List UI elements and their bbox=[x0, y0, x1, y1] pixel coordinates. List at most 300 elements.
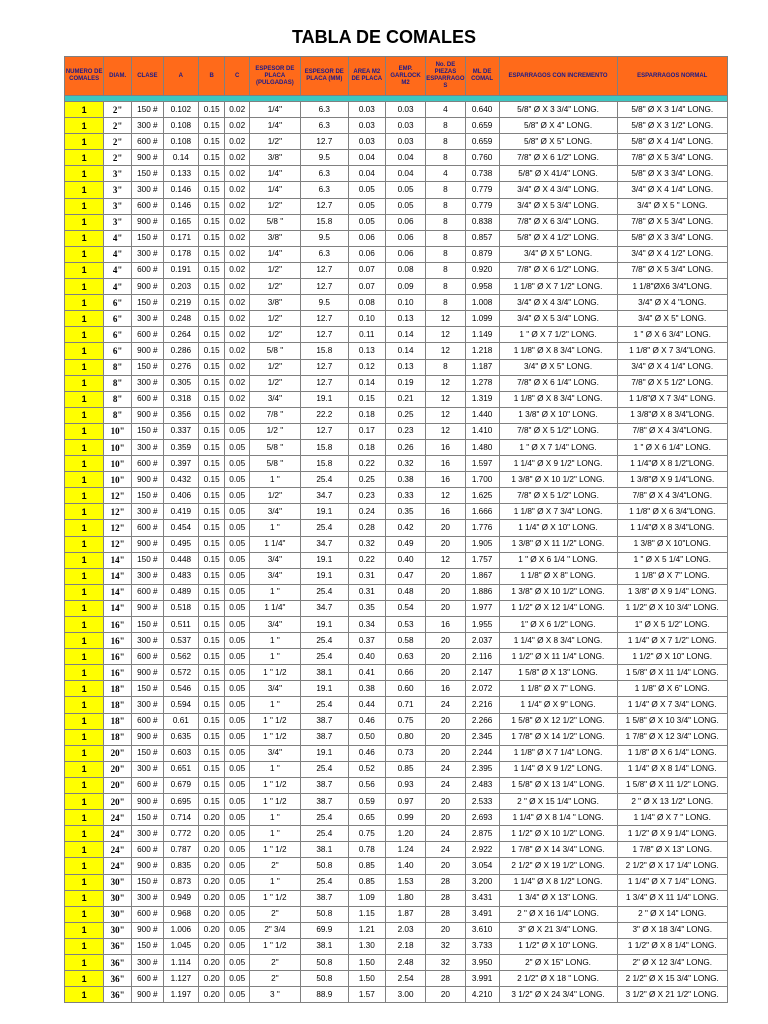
table-row bbox=[65, 102, 728, 118]
table-cell: 600 # bbox=[131, 777, 163, 793]
table-row bbox=[65, 182, 728, 198]
table-cell: 0.15 bbox=[198, 761, 225, 777]
column-header: AREA M2 DE PLACA bbox=[348, 57, 385, 96]
table-cell: 1.21 bbox=[348, 922, 385, 938]
table-cell: 0.02 bbox=[225, 182, 249, 198]
table-cell: 1 5/8" Ø X 10 3/4" LONG. bbox=[617, 713, 728, 729]
table-cell: 600 # bbox=[131, 842, 163, 858]
table-row bbox=[65, 230, 728, 246]
table-cell: 0.38 bbox=[348, 681, 385, 697]
table-row bbox=[65, 343, 728, 359]
table-cell: 3/4" Ø X 5 3/4" LONG. bbox=[499, 198, 617, 214]
table-cell: 1 bbox=[65, 295, 104, 311]
table-cell: 1 1/2" Ø X 10 1/2" LONG. bbox=[499, 826, 617, 842]
table-cell: 0.49 bbox=[385, 536, 425, 552]
table-cell: 0.20 bbox=[198, 922, 225, 938]
table-cell: 0.873 bbox=[163, 874, 198, 890]
table-cell: 12.7 bbox=[300, 311, 348, 327]
table-cell: 0.05 bbox=[348, 198, 385, 214]
table-cell: 1 1/4" Ø X 7 1/2" LONG. bbox=[617, 633, 728, 649]
table-cell: 7/8" Ø X 5 1/2" LONG. bbox=[617, 375, 728, 391]
table-cell: 1 7/8" Ø X 12 3/4" LONG. bbox=[617, 729, 728, 745]
table-row bbox=[65, 761, 728, 777]
table-cell: 0.06 bbox=[348, 230, 385, 246]
table-row bbox=[65, 713, 728, 729]
table-cell: 2 1/2" Ø X 15 3/4" LONG. bbox=[617, 971, 728, 987]
table-cell: 4.210 bbox=[465, 987, 499, 1003]
table-cell: 1.955 bbox=[465, 617, 499, 633]
table-cell: 5/8" Ø X 4 1/4" LONG. bbox=[617, 134, 728, 150]
table-cell: 1.30 bbox=[348, 938, 385, 954]
table-cell: 1 3/8" Ø X 10" LONG. bbox=[499, 407, 617, 423]
table-row bbox=[65, 166, 728, 182]
table-cell: 1 " bbox=[249, 826, 300, 842]
table-cell: 0.19 bbox=[385, 375, 425, 391]
table-cell: 2.216 bbox=[465, 697, 499, 713]
table-cell: 3.991 bbox=[465, 971, 499, 987]
table-cell: 0.05 bbox=[225, 681, 249, 697]
table-cell: 0.15 bbox=[198, 295, 225, 311]
table-cell: 1.15 bbox=[348, 906, 385, 922]
table-cell: 7/8" Ø X 5 3/4" LONG. bbox=[617, 262, 728, 278]
table-cell: 0.356 bbox=[163, 407, 198, 423]
table-cell: 2.147 bbox=[465, 665, 499, 681]
table-cell: 1.480 bbox=[465, 439, 499, 455]
table-cell: 6" bbox=[104, 327, 132, 343]
table-cell: 1 bbox=[65, 858, 104, 874]
table-cell: 0.15 bbox=[198, 118, 225, 134]
table-cell: 1 bbox=[65, 649, 104, 665]
table-row bbox=[65, 391, 728, 407]
table-cell: 20 bbox=[426, 520, 465, 536]
table-cell: 0.15 bbox=[198, 279, 225, 295]
table-cell: 1 1/2" Ø X 11 1/4" LONG. bbox=[499, 649, 617, 665]
table-cell: 1 1/8" Ø X 7 3/4" LONG. bbox=[499, 504, 617, 520]
table-cell: 20 bbox=[426, 568, 465, 584]
table-cell: 900 # bbox=[131, 922, 163, 938]
table-cell: 0.15 bbox=[198, 745, 225, 761]
table-cell: 600 # bbox=[131, 713, 163, 729]
table-cell: 1 bbox=[65, 552, 104, 568]
table-cell: 900 # bbox=[131, 858, 163, 874]
table-cell: 0.46 bbox=[348, 745, 385, 761]
table-cell: 19.1 bbox=[300, 552, 348, 568]
table-row bbox=[65, 375, 728, 391]
table-cell: 0.02 bbox=[225, 359, 249, 375]
table-cell: 1 " 1/2 bbox=[249, 729, 300, 745]
table-cell: 15.8 bbox=[300, 343, 348, 359]
table-cell: 2.54 bbox=[385, 971, 425, 987]
table-cell: 0.419 bbox=[163, 504, 198, 520]
table-cell: 1.757 bbox=[465, 552, 499, 568]
table-cell: 3" bbox=[104, 182, 132, 198]
table-body bbox=[65, 96, 728, 1003]
table-cell: 0.102 bbox=[163, 102, 198, 118]
table-cell: 1 " 1/2 bbox=[249, 777, 300, 793]
table-cell: 1 5/8" Ø X 13" LONG. bbox=[499, 665, 617, 681]
table-cell: 2 " Ø X 14" LONG. bbox=[617, 906, 728, 922]
table-cell: 0.12 bbox=[348, 359, 385, 375]
table-cell: 14" bbox=[104, 584, 132, 600]
table-row bbox=[65, 826, 728, 842]
table-cell: 1 bbox=[65, 761, 104, 777]
table-cell: 1 bbox=[65, 230, 104, 246]
table-cell: 1 1/2" Ø X 8 1/4" LONG. bbox=[617, 938, 728, 954]
table-cell: 0.15 bbox=[198, 262, 225, 278]
table-cell: 1 " 1/2 bbox=[249, 842, 300, 858]
table-cell: 3/8" bbox=[249, 230, 300, 246]
table-cell: 0.66 bbox=[385, 665, 425, 681]
table-cell: 0.920 bbox=[465, 262, 499, 278]
table-cell: 38.7 bbox=[300, 794, 348, 810]
table-cell: 0.17 bbox=[348, 423, 385, 439]
table-cell: 38.1 bbox=[300, 938, 348, 954]
table-cell: 0.594 bbox=[163, 697, 198, 713]
table-row bbox=[65, 536, 728, 552]
table-cell: 34.7 bbox=[300, 536, 348, 552]
table-cell: 0.85 bbox=[348, 874, 385, 890]
table-cell: 8 bbox=[426, 118, 465, 134]
table-row bbox=[65, 423, 728, 439]
table-cell: 1" Ø X 6 1/2" LONG. bbox=[499, 617, 617, 633]
table-cell: 0.05 bbox=[348, 214, 385, 230]
header-row bbox=[65, 57, 728, 96]
table-cell: 3.00 bbox=[385, 987, 425, 1003]
table-cell: 150 # bbox=[131, 423, 163, 439]
table-cell: 0.02 bbox=[225, 198, 249, 214]
table-cell: 3/4" Ø X 5" LONG. bbox=[617, 311, 728, 327]
table-cell: 10" bbox=[104, 423, 132, 439]
table-cell: 1 1/8" Ø X 7" LONG. bbox=[617, 568, 728, 584]
table-cell: 38.7 bbox=[300, 777, 348, 793]
table-cell: 3/4" Ø X 5" LONG. bbox=[499, 246, 617, 262]
table-cell: 0.15 bbox=[198, 150, 225, 166]
table-cell: 50.8 bbox=[300, 858, 348, 874]
table-cell: 1/2" bbox=[249, 134, 300, 150]
table-cell: 1/2" bbox=[249, 359, 300, 375]
table-cell: 6.3 bbox=[300, 246, 348, 262]
table-cell: 2.483 bbox=[465, 777, 499, 793]
table-cell: 1/4" bbox=[249, 102, 300, 118]
table-cell: 150 # bbox=[131, 166, 163, 182]
table-cell: 1 bbox=[65, 102, 104, 118]
table-cell: 18" bbox=[104, 729, 132, 745]
table-cell: 2.266 bbox=[465, 713, 499, 729]
table-cell: 0.108 bbox=[163, 118, 198, 134]
table-cell: 300 # bbox=[131, 954, 163, 970]
table-cell: 1 bbox=[65, 118, 104, 134]
table-cell: 1 bbox=[65, 520, 104, 536]
column-header: DIAM. bbox=[104, 57, 132, 96]
table-cell: 14" bbox=[104, 600, 132, 616]
table-cell: 19.1 bbox=[300, 391, 348, 407]
table-cell: 0.397 bbox=[163, 456, 198, 472]
table-cell: 24 bbox=[426, 761, 465, 777]
table-cell: 16 bbox=[426, 472, 465, 488]
table-cell: 1 1/8" Ø X 8 3/4" LONG. bbox=[499, 391, 617, 407]
table-cell: 25.4 bbox=[300, 874, 348, 890]
table-cell: 0.05 bbox=[225, 826, 249, 842]
table-cell: 0.772 bbox=[163, 826, 198, 842]
table-cell: 0.406 bbox=[163, 488, 198, 504]
table-cell: 25.4 bbox=[300, 761, 348, 777]
table-cell: 900 # bbox=[131, 536, 163, 552]
table-cell: 7/8" Ø X 6 1/2" LONG. bbox=[499, 262, 617, 278]
table-cell: 0.191 bbox=[163, 262, 198, 278]
table-cell: 2.345 bbox=[465, 729, 499, 745]
table-cell: 300 # bbox=[131, 182, 163, 198]
table-cell: 0.11 bbox=[348, 327, 385, 343]
table-row bbox=[65, 295, 728, 311]
table-cell: 3.200 bbox=[465, 874, 499, 890]
table-cell: 900 # bbox=[131, 794, 163, 810]
table-cell: 0.432 bbox=[163, 472, 198, 488]
table-cell: 0.15 bbox=[198, 214, 225, 230]
table-cell: 1/2" bbox=[249, 375, 300, 391]
table-cell: 0.02 bbox=[225, 327, 249, 343]
table-cell: 69.9 bbox=[300, 922, 348, 938]
table-cell: 12.7 bbox=[300, 423, 348, 439]
column-header: A bbox=[163, 57, 198, 96]
table-cell: 3/4" bbox=[249, 391, 300, 407]
table-cell: 8 bbox=[426, 295, 465, 311]
table-cell: 34.7 bbox=[300, 600, 348, 616]
table-cell: 0.659 bbox=[465, 134, 499, 150]
table-cell: 900 # bbox=[131, 343, 163, 359]
table-cell: 1 3/4" Ø X 11 1/4" LONG. bbox=[617, 890, 728, 906]
table-cell: 0.15 bbox=[198, 729, 225, 745]
table-cell: 16 bbox=[426, 617, 465, 633]
table-cell: 0.572 bbox=[163, 665, 198, 681]
table-cell: 0.53 bbox=[385, 617, 425, 633]
table-cell: 5/8" Ø X 5" LONG. bbox=[499, 134, 617, 150]
table-cell: 2.48 bbox=[385, 954, 425, 970]
table-row bbox=[65, 568, 728, 584]
table-cell: 7/8" Ø X 5 1/2" LONG. bbox=[499, 488, 617, 504]
table-cell: 1 1/4" Ø X 8 1/4 " LONG. bbox=[499, 810, 617, 826]
table-cell: 12" bbox=[104, 504, 132, 520]
table-cell: 8 bbox=[426, 279, 465, 295]
table-cell: 0.20 bbox=[198, 938, 225, 954]
column-header: ML DE COMAL bbox=[465, 57, 499, 96]
table-cell: 5/8 " bbox=[249, 439, 300, 455]
table-cell: 3/8" bbox=[249, 295, 300, 311]
table-cell: 0.02 bbox=[225, 166, 249, 182]
table-cell: 0.75 bbox=[348, 826, 385, 842]
table-cell: 2.922 bbox=[465, 842, 499, 858]
table-cell: 0.20 bbox=[198, 826, 225, 842]
table-cell: 25.4 bbox=[300, 520, 348, 536]
table-cell: 1 bbox=[65, 987, 104, 1003]
table-cell: 0.20 bbox=[198, 906, 225, 922]
table-cell: 0.15 bbox=[198, 102, 225, 118]
table-cell: 3/4" Ø X 4 1/4" LONG. bbox=[617, 359, 728, 375]
table-cell: 2.693 bbox=[465, 810, 499, 826]
table-cell: 1 1/4" bbox=[249, 536, 300, 552]
table-cell: 1/2" bbox=[249, 279, 300, 295]
table-cell: 0.359 bbox=[163, 439, 198, 455]
table-cell: 0.25 bbox=[385, 407, 425, 423]
table-cell: 0.108 bbox=[163, 134, 198, 150]
table-cell: 3" Ø X 18 3/4" LONG. bbox=[617, 922, 728, 938]
table-cell: 1 3/8" Ø X 10 1/2" LONG. bbox=[499, 472, 617, 488]
table-cell: 1 3/8" Ø X 10"LONG. bbox=[617, 536, 728, 552]
table-cell: 20 bbox=[426, 584, 465, 600]
table-cell: 0.03 bbox=[348, 118, 385, 134]
column-header: ESPARRAGOS CON INCREMENTO bbox=[499, 57, 617, 96]
table-cell: 1 bbox=[65, 826, 104, 842]
table-cell: 12.7 bbox=[300, 262, 348, 278]
table-cell: 8 bbox=[426, 359, 465, 375]
table-row bbox=[65, 504, 728, 520]
table-cell: 38.7 bbox=[300, 729, 348, 745]
table-cell: 0.05 bbox=[225, 617, 249, 633]
table-cell: 12 bbox=[426, 407, 465, 423]
table-cell: 3/4" Ø X 4 1/4" LONG. bbox=[617, 182, 728, 198]
table-cell: 0.05 bbox=[225, 568, 249, 584]
table-cell: 0.15 bbox=[198, 375, 225, 391]
table-cell: 2" Ø X 12 3/4" LONG. bbox=[617, 954, 728, 970]
table-cell: 0.318 bbox=[163, 391, 198, 407]
table-cell: 1 bbox=[65, 665, 104, 681]
table-cell: 300 # bbox=[131, 633, 163, 649]
table-cell: 2 1/2" Ø X 18 " LONG. bbox=[499, 971, 617, 987]
table-header bbox=[65, 57, 728, 96]
table-cell: 1 bbox=[65, 246, 104, 262]
table-cell: 0.15 bbox=[198, 697, 225, 713]
table-cell: 20 bbox=[426, 665, 465, 681]
table-cell: 88.9 bbox=[300, 987, 348, 1003]
table-cell: 0.71 bbox=[385, 697, 425, 713]
table-cell: 12" bbox=[104, 520, 132, 536]
table-cell: 600 # bbox=[131, 262, 163, 278]
table-cell: 0.06 bbox=[385, 214, 425, 230]
table-cell: 5/8" Ø X 4 1/2" LONG. bbox=[499, 230, 617, 246]
table-cell: 1 1/4" Ø X 8 1/2" LONG. bbox=[499, 874, 617, 890]
table-cell: 20 bbox=[426, 649, 465, 665]
table-cell: 1.666 bbox=[465, 504, 499, 520]
table-cell: 8 bbox=[426, 198, 465, 214]
table-cell: 15.8 bbox=[300, 456, 348, 472]
table-cell: 0.264 bbox=[163, 327, 198, 343]
table-row bbox=[65, 198, 728, 214]
table-cell: 24 bbox=[426, 842, 465, 858]
table-cell: 0.219 bbox=[163, 295, 198, 311]
table-cell: 0.15 bbox=[198, 520, 225, 536]
table-cell: 0.02 bbox=[225, 230, 249, 246]
table-cell: 16" bbox=[104, 617, 132, 633]
table-cell: 1 1/8" Ø X 7" LONG. bbox=[499, 681, 617, 697]
table-cell: 7/8 " bbox=[249, 407, 300, 423]
table-cell: 0.73 bbox=[385, 745, 425, 761]
table-cell: 0.838 bbox=[465, 214, 499, 230]
table-cell: 12 bbox=[426, 391, 465, 407]
table-cell: 0.05 bbox=[225, 488, 249, 504]
table-cell: 0.03 bbox=[348, 102, 385, 118]
table-cell: 300 # bbox=[131, 439, 163, 455]
table-cell: 5/8" Ø X 3 1/4" LONG. bbox=[617, 102, 728, 118]
table-row bbox=[65, 552, 728, 568]
table-cell: 1 " bbox=[249, 472, 300, 488]
column-header: ESPESOR DE PLACA (PULGADAS) bbox=[249, 57, 300, 96]
table-cell: 1.50 bbox=[348, 971, 385, 987]
table-cell: 150 # bbox=[131, 810, 163, 826]
table-cell: 1 bbox=[65, 214, 104, 230]
table-cell: 28 bbox=[426, 874, 465, 890]
table-row bbox=[65, 987, 728, 1003]
table-cell: 0.05 bbox=[225, 536, 249, 552]
column-header: ESPARRAGOS NORMAL bbox=[617, 57, 728, 96]
table-cell: 1 1/2" Ø X 12 1/4" LONG. bbox=[499, 600, 617, 616]
table-cell: 0.968 bbox=[163, 906, 198, 922]
table-row bbox=[65, 118, 728, 134]
table-cell: 15.8 bbox=[300, 439, 348, 455]
table-cell: 0.56 bbox=[348, 777, 385, 793]
table-cell: 0.15 bbox=[198, 423, 225, 439]
table-cell: 0.32 bbox=[385, 456, 425, 472]
table-cell: 0.38 bbox=[385, 472, 425, 488]
table-cell: 2" bbox=[249, 906, 300, 922]
table-cell: 1 bbox=[65, 407, 104, 423]
table-cell: 0.15 bbox=[198, 407, 225, 423]
table-cell: 0.546 bbox=[163, 681, 198, 697]
table-cell: 0.02 bbox=[225, 375, 249, 391]
table-row bbox=[65, 777, 728, 793]
table-cell: 0.603 bbox=[163, 745, 198, 761]
table-cell: 0.48 bbox=[385, 584, 425, 600]
table-cell: 3/4" bbox=[249, 617, 300, 633]
table-cell: 1 1/4" Ø X 9 1/2" LONG. bbox=[499, 456, 617, 472]
table-cell: 0.37 bbox=[348, 633, 385, 649]
table-cell: 1 " Ø X 5 1/4" LONG. bbox=[617, 552, 728, 568]
table-cell: 150 # bbox=[131, 938, 163, 954]
table-cell: 0.05 bbox=[225, 745, 249, 761]
table-cell: 0.04 bbox=[348, 166, 385, 182]
table-cell: 2" Ø X 15" LONG. bbox=[499, 954, 617, 970]
table-cell: 0.14 bbox=[348, 375, 385, 391]
table-cell: 0.05 bbox=[225, 906, 249, 922]
table-cell: 3 1/2" Ø X 21 1/2" LONG. bbox=[617, 987, 728, 1003]
table-cell: 3.950 bbox=[465, 954, 499, 970]
table-cell: 0.23 bbox=[348, 488, 385, 504]
table-cell: 0.165 bbox=[163, 214, 198, 230]
table-cell: 25.4 bbox=[300, 826, 348, 842]
table-cell: 1 bbox=[65, 456, 104, 472]
table-cell: 2.037 bbox=[465, 633, 499, 649]
table-cell: 0.787 bbox=[163, 842, 198, 858]
table-cell: 34.7 bbox=[300, 488, 348, 504]
table-cell: 1 bbox=[65, 182, 104, 198]
table-cell: 38.7 bbox=[300, 713, 348, 729]
table-cell: 0.495 bbox=[163, 536, 198, 552]
table-row bbox=[65, 407, 728, 423]
table-cell: 1 bbox=[65, 166, 104, 182]
table-cell: 30" bbox=[104, 874, 132, 890]
table-cell: 20" bbox=[104, 777, 132, 793]
table-cell: 1 bbox=[65, 375, 104, 391]
table-cell: 600 # bbox=[131, 971, 163, 987]
table-cell: 2" bbox=[249, 971, 300, 987]
table-cell: 2.18 bbox=[385, 938, 425, 954]
table-cell: 19.1 bbox=[300, 504, 348, 520]
table-cell: 0.02 bbox=[225, 150, 249, 166]
table-cell: 1 3/8"Ø X 9 1/4"LONG. bbox=[617, 472, 728, 488]
table-cell: 12" bbox=[104, 488, 132, 504]
table-cell: 1 7/8" Ø X 14 1/2" LONG. bbox=[499, 729, 617, 745]
table-cell: 0.58 bbox=[385, 633, 425, 649]
table-cell: 15.8 bbox=[300, 214, 348, 230]
table-cell: 4" bbox=[104, 262, 132, 278]
